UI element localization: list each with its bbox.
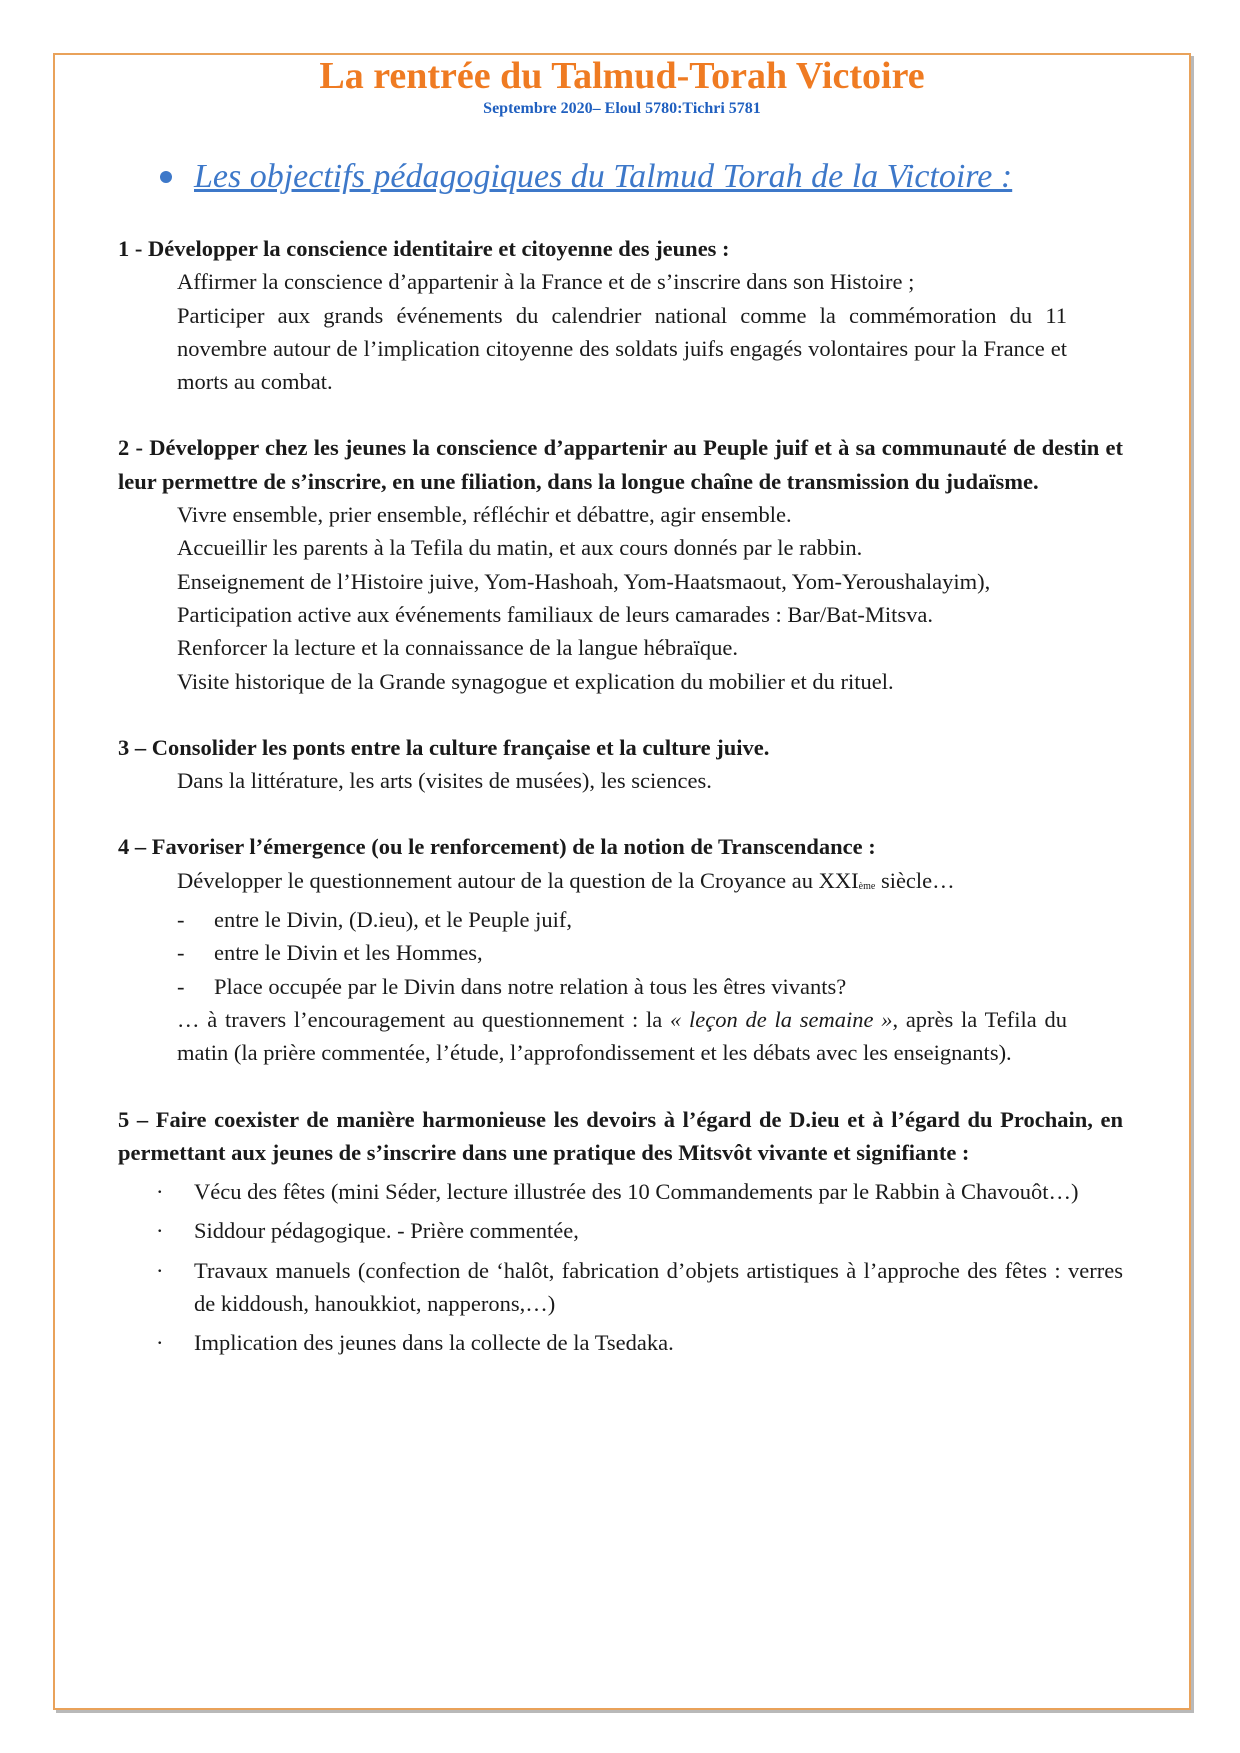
intro-superscript: ème — [858, 880, 876, 892]
bullet-icon — [160, 171, 172, 183]
section-3 — [118, 731, 1123, 798]
dash-item-text: entre le Divin et les Hommes, — [214, 940, 483, 966]
bullet-item-text: Siddour pédagogique. - Prière commentée, — [194, 1218, 579, 1244]
section-title: 4 – Favoriser l’émergence (ou le renforcement) de la notion de Transcendance : — [118, 834, 876, 860]
section-1 — [118, 232, 1123, 398]
section-intro — [118, 864, 1123, 903]
dash-item-text: entre le Divin, (D.ieu), et le Peuple juif, — [214, 907, 573, 933]
section-title: 1 - Développer la conscience identitaire et citoyenne des jeunes : — [118, 236, 730, 261]
intro-text-end: siècle… — [875, 867, 955, 893]
bullet-item-text: Implication des jeunes dans la collecte de la Tsedaka. — [194, 1330, 674, 1356]
bullet-item — [118, 1326, 1123, 1359]
bullet-marker: · — [156, 1179, 164, 1205]
bullet-marker: · — [156, 1257, 164, 1283]
dash-item — [118, 903, 1123, 936]
dash-marker: - — [177, 973, 185, 999]
objectives-heading-text: Les objectifs pédagogiques du Talmud Torah de la Victoire : — [194, 158, 1013, 195]
document-body — [118, 232, 1123, 1393]
bullet-marker: · — [156, 1330, 164, 1356]
outro-text: … à travers l’encouragement au questionnement : la — [177, 1006, 671, 1032]
section-line: Affirmer la conscience d’appartenir à la France et de s’inscrire dans son Histoire ; — [177, 269, 915, 295]
section-line: Accueillir les parents à la Tefila du matin, et aux cours donnés par le rabbin. — [177, 535, 863, 561]
dash-item-text: Place occupée par le Divin dans notre relation à tous les êtres vivants? — [214, 973, 847, 999]
section-line: Participation active aux événements familiaux de leurs camarades : Bar/Bat-Mitsva. — [177, 601, 933, 627]
objectives-heading — [160, 155, 1012, 199]
outro-text-end: , après la Tefila du matin (la prière commentée, l’étude, l’approfondissement et les débats avec les enseignants). — [177, 1006, 1067, 1066]
page-title: La rentrée du Talmud-Torah Victoire — [319, 55, 925, 97]
dash-marker: - — [177, 940, 185, 966]
outro-emphasis: « leçon de la semaine » — [670, 1006, 893, 1032]
section-4 — [118, 830, 1123, 1069]
bullet-marker: · — [156, 1218, 164, 1244]
section-title: 3 – Consolider les ponts entre la culture française et la culture juive. — [118, 734, 770, 760]
section-line: Participer aux grands événements du calendrier national comme la commémoration du 11 novembre autour de l’implication citoyenne des soldats juifs engagés volontaires pour la France et morts au combat. — [177, 302, 1067, 395]
section-2 — [118, 431, 1123, 697]
section-line: Dans la littérature, les arts (visites de musées), les sciences. — [177, 768, 712, 794]
bullet-item — [118, 1254, 1123, 1321]
dash-item — [118, 970, 1123, 1003]
page-subtitle: Septembre 2020– Eloul 5780:Tichri 5781 — [483, 100, 761, 117]
intro-text: Développer le questionnement autour de la question de la Croyance au XXI — [177, 867, 859, 893]
section-line: Vivre ensemble, prier ensemble, réfléchir et débattre, agir ensemble. — [177, 502, 792, 528]
bullet-item — [118, 1175, 1123, 1208]
dash-marker: - — [177, 907, 185, 933]
section-line: Renforcer la lecture et la connaissance de la langue hébraïque. — [177, 635, 738, 661]
section-line: Visite historique de la Grande synagogue et explication du mobilier et du rituel. — [177, 668, 894, 694]
section-title: 2 - Développer chez les jeunes la conscience d’appartenir au Peuple juif et à sa communauté de destin et leur permettre de s’inscrire, en une filiation, dans la longue chaîne de transmission du judaïsme. — [118, 435, 1123, 494]
bullet-item — [118, 1214, 1123, 1247]
section-line: Enseignement de l’Histoire juive, Yom-Hashoah, Yom-Haatsmaout, Yom-Yeroushalayim), — [177, 568, 991, 594]
dash-item — [118, 936, 1123, 969]
bullet-item-text: Travaux manuels (confection de ‘halôt, fabrication d’objets artistiques à l’approche des fêtes : verres de kiddoush, hanoukkiot, napperons,…) — [194, 1257, 1123, 1317]
bullet-item-text: Vécu des fêtes (mini Séder, lecture illustrée des 10 Commandements par le Rabbin à Chavouôt…) — [194, 1179, 1079, 1205]
section-5 — [118, 1103, 1123, 1360]
section-outro — [118, 1003, 1123, 1070]
section-title: 5 – Faire coexister de manière harmonieuse les devoirs à l’égard de D.ieu et à l’égard du Prochain, en permettant aux jeunes de s’inscrire dans une pratique des Mitsvôt vivante et signifiante : — [118, 1106, 1123, 1165]
